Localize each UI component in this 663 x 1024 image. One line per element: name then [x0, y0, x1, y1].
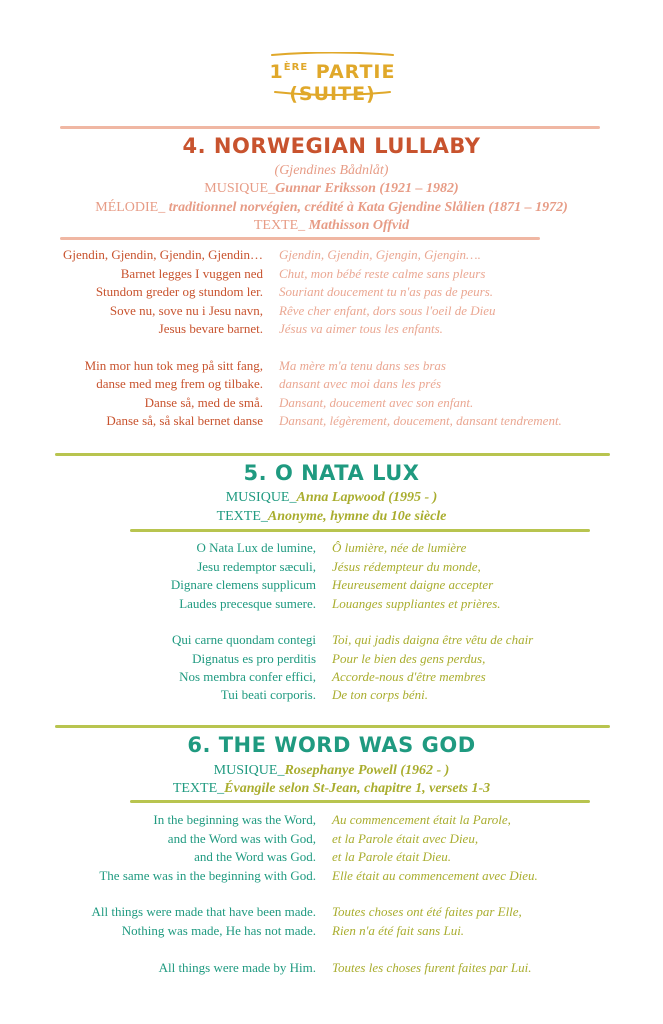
lyric-row [0, 903, 663, 921]
lyric-row [0, 631, 663, 649]
section-5-title: 5. O NATA LUX [243, 461, 420, 485]
section-5-credit-text: TEXTE_Anonyme, hymne du 10e siècle [216, 509, 447, 524]
lyric-translation: Elle était au commencement avec Dieu. [332, 868, 538, 883]
lyric-row [0, 357, 663, 375]
lyric-original: danse med meg frem og tilbake. [96, 376, 263, 391]
section-5-credits-divider [130, 529, 590, 532]
lyric-original: Danse så, med de små. [144, 395, 263, 410]
page-title-number: 1 [269, 61, 284, 83]
lyric-original: All things were made that have been made. [91, 904, 316, 919]
lyric-row [0, 320, 663, 338]
lyric-original: Laudes precesque sumere. [179, 596, 316, 611]
lyric-translation: Accorde-nous d'être membres [332, 669, 486, 684]
lyric-translation: et la Parole était Dieu. [332, 849, 452, 864]
lyric-original: Dignatus es pro perditis [192, 651, 316, 666]
lyric-row [0, 959, 663, 977]
lyric-row [0, 539, 663, 557]
lyric-translation: Jésus rédempteur du monde, [332, 559, 481, 574]
lyric-original: Nos membra confer effici, [179, 669, 316, 684]
lyric-translation: dansant avec moi dans les prés [279, 376, 442, 391]
lyric-translation: Souriant doucement tu n'as pas de peurs. [279, 284, 494, 299]
lyric-original: Jesus bevare barnet. [158, 321, 263, 336]
section-4-credit-music: MUSIQUE_Gunnar Eriksson (1921 – 1982) [204, 181, 459, 196]
lyric-original: In the beginning was the Word, [153, 812, 316, 827]
section-4-title: 4. NORWEGIAN LULLABY [182, 134, 481, 158]
lyric-row [0, 811, 663, 829]
lyric-row [0, 830, 663, 848]
lyric-original: Sove nu, sove nu i Jesu navn, [109, 303, 263, 318]
lyric-original: The same was in the beginning with God. [99, 868, 316, 883]
section-6-credits-divider [130, 800, 590, 803]
lyric-translation: Chut, mon bébé reste calme sans pleurs [279, 266, 486, 281]
lyric-translation: Gjendin, Gjendin, Gjengin, Gjengin…. [279, 247, 481, 262]
lyric-row [0, 922, 663, 940]
lyric-translation: Au commencement était la Parole, [332, 812, 511, 827]
lyric-translation: De ton corps béni. [332, 687, 429, 702]
section-6-credit-music: MUSIQUE_Rosephanye Powell (1962 - ) [213, 763, 450, 778]
lyric-row [0, 302, 663, 320]
lyric-row [0, 686, 663, 704]
lyric-original: and the Word was with God, [167, 831, 316, 846]
lyric-row [0, 283, 663, 301]
lyric-translation: Heureusement daigne accepter [332, 577, 494, 592]
section-6-top-divider [55, 725, 610, 728]
lyric-original: Stundom greder og stundom ler. [95, 284, 263, 299]
lyric-row [0, 246, 663, 264]
lyric-row [0, 668, 663, 686]
lyric-translation: Rien n'a été fait sans Lui. [332, 923, 465, 938]
lyric-row [0, 265, 663, 283]
section-4-top-divider [60, 126, 600, 129]
lyric-translation: Toutes choses ont été faites par Elle, [332, 904, 522, 919]
lyric-translation: Dansant, doucement avec son enfant. [279, 395, 474, 410]
section-4-credits-divider [60, 237, 540, 240]
lyric-translation: Louanges suppliantes et prières. [332, 596, 501, 611]
section-5-credit-music: MUSIQUE_Anna Lapwood (1995 - ) [225, 490, 438, 505]
lyric-translation: et la Parole était avec Dieu, [332, 831, 479, 846]
page-title-main: PARTIE (SUITE) [289, 61, 396, 105]
lyric-original: Qui carne quondam contegi [171, 632, 316, 647]
lyric-original: Tui beati corporis. [220, 687, 316, 702]
lyric-original: O Nata Lux de lumine, [196, 540, 316, 555]
lyric-original: Danse så, så skal bernet danse [106, 413, 263, 428]
lyric-row [0, 375, 663, 393]
section-4-credit-text: TEXTE_ Mathisson Offvid [253, 218, 410, 233]
lyric-translation: Dansant, légèrement, doucement, dansant tendrement. [279, 413, 562, 428]
section-4-subtitle: (Gjendines Bådnlåt) [274, 163, 389, 178]
lyric-translation: Toutes les choses furent faites par Lui. [332, 960, 532, 975]
lyric-translation: Jésus va aimer tous les enfants. [279, 321, 443, 336]
lyric-original: Nothing was made, He has not made. [121, 923, 316, 938]
lyric-original: Gjendin, Gjendin, Gjendin, Gjendin… [62, 247, 263, 262]
lyric-row [0, 848, 663, 866]
lyric-translation: Ô lumière, née de lumière [332, 540, 467, 555]
lyric-row [0, 412, 663, 430]
lyric-original: All things were made by Him. [158, 960, 316, 975]
lyric-original: Min mor hun tok meg på sitt fang, [84, 358, 263, 373]
lyric-row [0, 558, 663, 576]
page-title-superscript: ÈRE [283, 62, 309, 73]
lyric-original: and the Word was God. [194, 849, 316, 864]
lyric-row [0, 650, 663, 668]
section-4-credit-melody: MÉLODIE_ traditionnel norvégien, crédité à Kata Gjendine Slålien (1871 – 1972) [95, 200, 568, 215]
lyric-row [0, 576, 663, 594]
lyric-translation: Ma mère m'a tenu dans ses bras [279, 358, 446, 373]
header-badge [250, 52, 415, 105]
lyric-original: Barnet legges I vuggen ned [120, 266, 263, 281]
lyric-original: Jesu redemptor sæculi, [197, 559, 316, 574]
page-title [250, 61, 415, 105]
lyric-translation: Toi, qui jadis daigna être vêtu de chair [332, 632, 534, 647]
lyric-original: Dignare clemens supplicum [170, 577, 316, 592]
lyric-row [0, 394, 663, 412]
lyric-translation: Rêve cher enfant, dors sous l'oeil de Dieu [279, 303, 496, 318]
lyric-row [0, 867, 663, 885]
page-header [0, 24, 663, 104]
section-6-credit-text: TEXTE_Évangile selon St-Jean, chapitre 1, versets 1-3 [172, 781, 491, 796]
section-5-top-divider [55, 453, 610, 456]
section-6-title: 6. THE WORD WAS GOD [187, 733, 476, 757]
lyric-translation: Pour le bien des gens perdus, [332, 651, 486, 666]
lyric-row [0, 595, 663, 613]
